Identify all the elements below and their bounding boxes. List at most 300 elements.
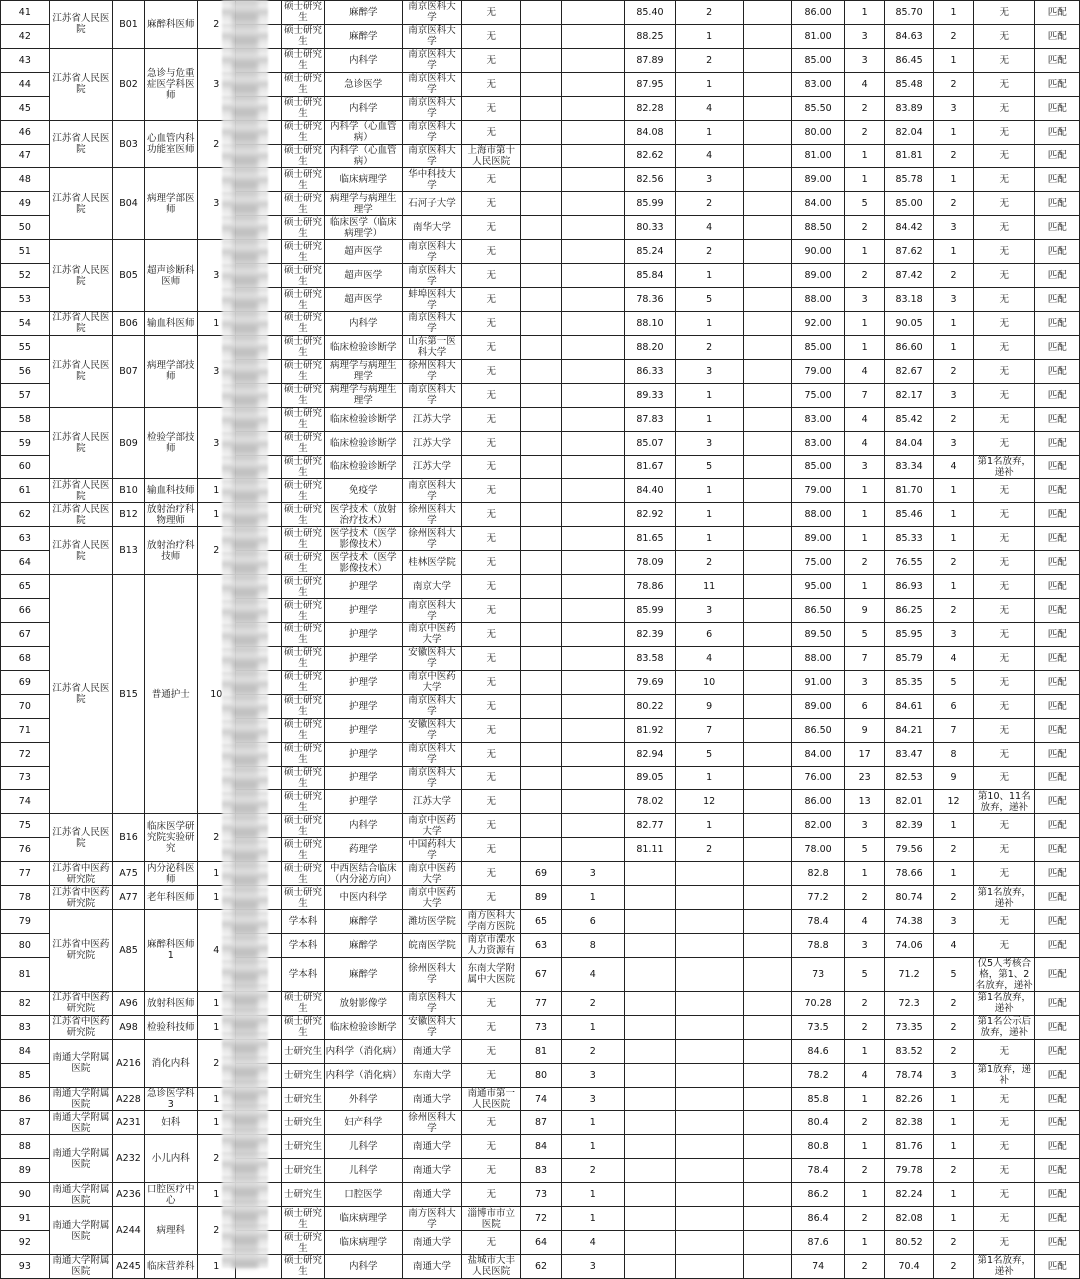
cell-interview-rank: 3	[845, 24, 885, 48]
cell-total-rank: 1	[933, 479, 973, 503]
cell-exam-score: 85.07	[625, 431, 676, 455]
cell-written-score	[521, 455, 561, 479]
cell-exam-rank	[675, 1183, 743, 1207]
cell-interview-rank: 4	[845, 72, 885, 96]
cell-interview-rank: 1	[845, 527, 885, 551]
cell-school: 安徽医科大学	[402, 646, 461, 670]
cell-interview-rank: 2	[845, 264, 885, 288]
cell-school: 南京医科大学	[402, 479, 461, 503]
cell-blank	[743, 264, 792, 288]
cell-written-rank: 4	[561, 957, 624, 991]
cell-exam-score: 82.39	[625, 622, 676, 646]
cell-total-score: 73.35	[885, 1015, 934, 1039]
cell-employer: 无	[462, 240, 521, 264]
cell-major: 医学技术（医学影像技术）	[324, 527, 402, 551]
cell-total-score: 85.46	[885, 503, 934, 527]
cell-post-name: 消化内科	[144, 1039, 197, 1087]
cell-post-name: 检验科技师	[144, 1015, 197, 1039]
cell-written-rank	[561, 48, 624, 72]
cell-seq: 73	[1, 766, 50, 790]
cell-education: 硕士研究生	[282, 479, 324, 503]
cell-exam-rank: 1	[675, 311, 743, 335]
cell-unit: 江苏省人民医院	[49, 575, 112, 814]
cell-remark: 第1名放弃，递补	[974, 455, 1035, 479]
cell-written-score	[521, 311, 561, 335]
cell-total-score: 84.21	[885, 718, 934, 742]
cell-written-score	[521, 575, 561, 599]
cell-remark: 无	[974, 766, 1035, 790]
cell-blank	[743, 120, 792, 144]
cell-interview-score: 86.2	[792, 1183, 845, 1207]
cell-major: 急诊医学	[324, 72, 402, 96]
cell-written-score: 80	[521, 1063, 561, 1087]
cell-major: 内科学	[324, 1255, 402, 1279]
cell-post-code: B02	[113, 48, 145, 120]
cell-total-rank: 2	[933, 886, 973, 910]
cell-interview-score: 89.00	[792, 527, 845, 551]
cell-written-rank: 1	[561, 1135, 624, 1159]
cell-unit: 南通大学附属医院	[49, 1111, 112, 1135]
cell-remark: 无	[974, 670, 1035, 694]
cell-blank	[743, 455, 792, 479]
cell-remark: 无	[974, 742, 1035, 766]
cell-written-score: 89	[521, 886, 561, 910]
cell-written-rank: 3	[561, 1063, 624, 1087]
cell-post-code: B12	[113, 503, 145, 527]
cell-exam-score	[625, 862, 676, 886]
cell-exam-score: 85.99	[625, 599, 676, 623]
cell-written-rank	[561, 718, 624, 742]
cell-blank	[743, 1087, 792, 1111]
cell-unit: 江苏省人民医院	[49, 311, 112, 335]
cell-match: 匹配	[1035, 670, 1080, 694]
cell-interview-score: 75.00	[792, 551, 845, 575]
cell-match: 匹配	[1035, 144, 1080, 168]
cell-total-score: 81.76	[885, 1135, 934, 1159]
table-row	[1, 1255, 1080, 1279]
cell-education: 硕士研究生	[282, 862, 324, 886]
cell-major: 麻醉学	[324, 1, 402, 25]
cell-exam-rank	[675, 1063, 743, 1087]
cell-employer: 无	[462, 1159, 521, 1183]
cell-total-score: 87.42	[885, 264, 934, 288]
cell-interview-score: 86.4	[792, 1207, 845, 1231]
cell-remark: 无	[974, 1111, 1035, 1135]
cell-remark: 无	[974, 216, 1035, 240]
cell-school: 南京医科大学	[402, 240, 461, 264]
cell-employer: 无	[462, 886, 521, 910]
cell-blank	[743, 1039, 792, 1063]
table-row	[1, 886, 1080, 910]
cell-written-rank	[561, 24, 624, 48]
cell-remark: 第1名放弃，递补	[974, 886, 1035, 910]
cell-total-rank: 9	[933, 766, 973, 790]
cell-total-rank: 2	[933, 1231, 973, 1255]
cell-quota: 2	[197, 1039, 235, 1087]
cell-match: 匹配	[1035, 1207, 1080, 1231]
cell-interview-score: 84.00	[792, 742, 845, 766]
cell-match: 匹配	[1035, 527, 1080, 551]
cell-written-score	[521, 431, 561, 455]
cell-seq: 91	[1, 1207, 50, 1231]
cell-education: 士研究生	[282, 1063, 324, 1087]
cell-written-score	[521, 24, 561, 48]
cell-education: 士研究生	[282, 1183, 324, 1207]
cell-total-score: 82.67	[885, 359, 934, 383]
cell-match: 匹配	[1035, 694, 1080, 718]
cell-remark: 无	[974, 1183, 1035, 1207]
cell-exam-score: 82.56	[625, 168, 676, 192]
cell-education: 硕士研究生	[282, 192, 324, 216]
cell-total-rank: 1	[933, 862, 973, 886]
cell-blank	[743, 1183, 792, 1207]
cell-exam-rank: 5	[675, 455, 743, 479]
cell-written-score: 62	[521, 1255, 561, 1279]
cell-interview-rank: 1	[845, 1135, 885, 1159]
cell-exam-rank: 3	[675, 168, 743, 192]
cell-employer: 无	[462, 48, 521, 72]
cell-exam-score	[625, 957, 676, 991]
cell-total-score: 86.60	[885, 335, 934, 359]
cell-seq: 75	[1, 814, 50, 838]
cell-written-rank: 3	[561, 1087, 624, 1111]
cell-blank	[743, 359, 792, 383]
cell-quota: 3	[197, 48, 235, 120]
cell-major: 麻醉学	[324, 24, 402, 48]
cell-unit: 江苏省人民医院	[49, 503, 112, 527]
cell-school: 南京医科大学	[402, 694, 461, 718]
cell-exam-rank: 10	[675, 670, 743, 694]
table-row	[1, 503, 1080, 527]
cell-remark: 无	[974, 503, 1035, 527]
cell-blank	[743, 1063, 792, 1087]
cell-major: 临床病理学	[324, 1207, 402, 1231]
cell-employer: 无	[462, 694, 521, 718]
cell-school: 徐州医科大学	[402, 957, 461, 991]
cell-blank	[743, 96, 792, 120]
cell-unit: 南通大学附属医院	[49, 1135, 112, 1183]
cell-written-rank	[561, 527, 624, 551]
cell-written-rank: 4	[561, 1231, 624, 1255]
cell-school: 南京医科大学	[402, 72, 461, 96]
cell-total-rank: 3	[933, 910, 973, 934]
cell-written-score	[521, 479, 561, 503]
cell-quota: 2	[197, 1135, 235, 1183]
cell-match: 匹配	[1035, 383, 1080, 407]
cell-written-rank: 2	[561, 1039, 624, 1063]
cell-unit: 江苏省中医药研究院	[49, 910, 112, 992]
cell-quota: 1	[197, 991, 235, 1015]
cell-interview-score: 82.00	[792, 814, 845, 838]
cell-exam-score: 82.92	[625, 503, 676, 527]
cell-blank	[743, 1207, 792, 1231]
cell-seq: 45	[1, 96, 50, 120]
cell-remark: 无	[974, 24, 1035, 48]
cell-exam-score: 81.11	[625, 838, 676, 862]
cell-education: 硕士研究生	[282, 288, 324, 312]
cell-education: 硕士研究生	[282, 24, 324, 48]
cell-written-score	[521, 766, 561, 790]
cell-exam-score: 85.24	[625, 240, 676, 264]
cell-blank	[743, 622, 792, 646]
cell-exam-score: 88.25	[625, 24, 676, 48]
cell-major: 护理学	[324, 766, 402, 790]
table-row	[1, 1087, 1080, 1111]
cell-education: 硕士研究生	[282, 527, 324, 551]
cell-major: 妇产科学	[324, 1111, 402, 1135]
cell-major: 护理学	[324, 646, 402, 670]
cell-interview-rank: 7	[845, 383, 885, 407]
cell-school: 桂林医学院	[402, 551, 461, 575]
cell-total-rank: 2	[933, 551, 973, 575]
cell-seq: 48	[1, 168, 50, 192]
cell-major: 口腔医学	[324, 1183, 402, 1207]
cell-major: 临床检验诊断学	[324, 455, 402, 479]
cell-total-rank: 2	[933, 264, 973, 288]
cell-seq: 72	[1, 742, 50, 766]
cell-employer: 淄博市市立医院	[462, 1207, 521, 1231]
cell-blank	[743, 407, 792, 431]
cell-post-code: A231	[113, 1111, 145, 1135]
cell-major: 临床检验诊断学	[324, 407, 402, 431]
cell-education: 硕士研究生	[282, 1015, 324, 1039]
cell-quota: 3	[197, 240, 235, 312]
cell-employer: 无	[462, 1063, 521, 1087]
cell-interview-score: 78.8	[792, 933, 845, 957]
cell-education: 硕士研究生	[282, 48, 324, 72]
cell-written-score	[521, 96, 561, 120]
cell-remark: 无	[974, 168, 1035, 192]
cell-total-rank: 5	[933, 670, 973, 694]
cell-match: 匹配	[1035, 1111, 1080, 1135]
cell-school: 南通大学	[402, 1255, 461, 1279]
cell-total-score: 81.70	[885, 479, 934, 503]
cell-total-score: 86.25	[885, 599, 934, 623]
cell-education: 硕士研究生	[282, 383, 324, 407]
cell-school: 南京医科大学	[402, 264, 461, 288]
cell-blank	[743, 503, 792, 527]
cell-education: 硕士研究生	[282, 407, 324, 431]
cell-school: 南京医科大学	[402, 991, 461, 1015]
cell-exam-score: 89.33	[625, 383, 676, 407]
cell-interview-rank: 9	[845, 599, 885, 623]
cell-post-name: 临床医学研究院实验研究	[144, 814, 197, 862]
cell-education: 士研究生	[282, 1087, 324, 1111]
cell-total-score: 85.78	[885, 168, 934, 192]
cell-major: 内科学	[324, 814, 402, 838]
cell-match: 匹配	[1035, 431, 1080, 455]
cell-written-rank	[561, 838, 624, 862]
cell-remark: 无	[974, 1087, 1035, 1111]
cell-exam-score: 87.83	[625, 407, 676, 431]
cell-post-code: A245	[113, 1255, 145, 1279]
cell-employer: 无	[462, 383, 521, 407]
table-row	[1, 311, 1080, 335]
cell-written-score: 73	[521, 1183, 561, 1207]
cell-blank	[743, 1135, 792, 1159]
table-row	[1, 407, 1080, 431]
cell-post-name: 检验学部技师	[144, 407, 197, 479]
cell-match: 匹配	[1035, 288, 1080, 312]
table-row	[1, 910, 1080, 934]
cell-written-score	[521, 503, 561, 527]
cell-school: 南京大学	[402, 575, 461, 599]
table-row	[1, 991, 1080, 1015]
cell-total-score: 83.18	[885, 288, 934, 312]
cell-total-rank: 2	[933, 599, 973, 623]
cell-remark: 无	[974, 48, 1035, 72]
cell-school: 南京医科大学	[402, 144, 461, 168]
cell-major: 护理学	[324, 742, 402, 766]
cell-employer: 南方医科大学南方医院	[462, 910, 521, 934]
cell-interview-score: 88.00	[792, 503, 845, 527]
cell-seq: 66	[1, 599, 50, 623]
cell-exam-rank: 2	[675, 48, 743, 72]
cell-remark: 无	[974, 192, 1035, 216]
cell-total-score: 72.3	[885, 991, 934, 1015]
cell-major: 内科学（心血管病）	[324, 144, 402, 168]
cell-major: 护理学	[324, 718, 402, 742]
cell-school: 南通大学	[402, 1087, 461, 1111]
cell-total-rank: 3	[933, 96, 973, 120]
cell-written-score: 81	[521, 1039, 561, 1063]
cell-seq: 87	[1, 1111, 50, 1135]
cell-post-name: 普通护士	[144, 575, 197, 814]
cell-education: 硕士研究生	[282, 742, 324, 766]
cell-post-name: 麻醉科医师	[144, 1, 197, 49]
cell-exam-rank: 11	[675, 575, 743, 599]
cell-seq: 85	[1, 1063, 50, 1087]
cell-written-rank	[561, 431, 624, 455]
cell-blank	[743, 527, 792, 551]
cell-major: 护理学	[324, 622, 402, 646]
cell-total-score: 85.70	[885, 1, 934, 25]
cell-written-rank	[561, 599, 624, 623]
cell-post-name: 放射治疗科物理师	[144, 503, 197, 527]
cell-exam-score: 85.99	[625, 192, 676, 216]
cell-school: 石河子大学	[402, 192, 461, 216]
cell-total-rank: 2	[933, 838, 973, 862]
cell-post-name: 内分泌科医师	[144, 862, 197, 886]
cell-match: 匹配	[1035, 479, 1080, 503]
cell-interview-rank: 3	[845, 814, 885, 838]
cell-match: 匹配	[1035, 718, 1080, 742]
cell-quota: 3	[197, 407, 235, 479]
cell-match: 匹配	[1035, 742, 1080, 766]
cell-match: 匹配	[1035, 1135, 1080, 1159]
cell-interview-rank: 1	[845, 335, 885, 359]
cell-education: 学本科	[282, 957, 324, 991]
cell-written-score: 83	[521, 1159, 561, 1183]
cell-remark: 第1放弃，递补	[974, 1063, 1035, 1087]
cell-total-rank: 4	[933, 646, 973, 670]
cell-education: 硕士研究生	[282, 264, 324, 288]
cell-major: 临床医学（临床病理学）	[324, 216, 402, 240]
cell-total-rank: 6	[933, 694, 973, 718]
table-row	[1, 814, 1080, 838]
cell-school: 南京医科大学	[402, 96, 461, 120]
cell-seq: 67	[1, 622, 50, 646]
cell-school: 徐州医科大学	[402, 1111, 461, 1135]
cell-remark: 无	[974, 622, 1035, 646]
cell-interview-score: 85.00	[792, 48, 845, 72]
cell-remark: 无	[974, 120, 1035, 144]
cell-school: 皖南医学院	[402, 933, 461, 957]
cell-quota: 1	[197, 479, 235, 503]
cell-total-rank: 1	[933, 1135, 973, 1159]
cell-written-score	[521, 790, 561, 814]
cell-employer: 无	[462, 766, 521, 790]
cell-interview-score: 77.2	[792, 886, 845, 910]
cell-unit: 江苏省人民医院	[49, 407, 112, 479]
cell-total-score: 85.48	[885, 72, 934, 96]
cell-major: 麻醉学	[324, 957, 402, 991]
cell-seq: 59	[1, 431, 50, 455]
cell-exam-rank: 1	[675, 479, 743, 503]
cell-major: 儿科学	[324, 1159, 402, 1183]
cell-interview-rank: 3	[845, 48, 885, 72]
cell-exam-rank	[675, 1135, 743, 1159]
cell-education: 士研究生	[282, 1111, 324, 1135]
cell-employer: 无	[462, 527, 521, 551]
cell-major: 护理学	[324, 694, 402, 718]
cell-written-rank	[561, 96, 624, 120]
cell-major: 儿科学	[324, 1135, 402, 1159]
cell-remark: 无	[974, 288, 1035, 312]
cell-school: 南通大学	[402, 1183, 461, 1207]
cell-employer: 无	[462, 1039, 521, 1063]
cell-post-code: B01	[113, 1, 145, 49]
cell-school: 南京中医药大学	[402, 622, 461, 646]
cell-remark: 无	[974, 1039, 1035, 1063]
cell-remark: 无	[974, 431, 1035, 455]
cell-interview-score: 80.8	[792, 1135, 845, 1159]
cell-blank	[743, 1015, 792, 1039]
cell-seq: 56	[1, 359, 50, 383]
cell-employer: 无	[462, 264, 521, 288]
cell-written-rank	[561, 503, 624, 527]
cell-blank	[743, 790, 792, 814]
cell-interview-rank: 17	[845, 742, 885, 766]
cell-exam-rank: 6	[675, 622, 743, 646]
cell-total-score: 85.33	[885, 527, 934, 551]
cell-post-name: 输血科技师	[144, 479, 197, 503]
cell-school: 东南大学	[402, 1063, 461, 1087]
cell-post-code: B05	[113, 240, 145, 312]
cell-employer: 东南大学附属中大医院	[462, 957, 521, 991]
cell-exam-rank	[675, 1159, 743, 1183]
cell-employer: 无	[462, 503, 521, 527]
cell-interview-rank: 1	[845, 311, 885, 335]
cell-interview-rank: 1	[845, 1087, 885, 1111]
cell-employer: 南通市第一人民医院	[462, 1087, 521, 1111]
cell-written-score	[521, 670, 561, 694]
cell-exam-score	[625, 933, 676, 957]
cell-exam-score	[625, 991, 676, 1015]
cell-post-name: 急诊与危重症医学科医师	[144, 48, 197, 120]
cell-written-rank: 6	[561, 910, 624, 934]
cell-employer: 南京市溧水人力资源有	[462, 933, 521, 957]
cell-education: 硕士研究生	[282, 216, 324, 240]
cell-employer: 无	[462, 479, 521, 503]
cell-interview-rank: 5	[845, 622, 885, 646]
cell-major: 药理学	[324, 838, 402, 862]
cell-school: 南京医科大学	[402, 24, 461, 48]
table-row	[1, 240, 1080, 264]
cell-written-score	[521, 718, 561, 742]
cell-exam-rank: 5	[675, 288, 743, 312]
cell-written-rank: 3	[561, 862, 624, 886]
